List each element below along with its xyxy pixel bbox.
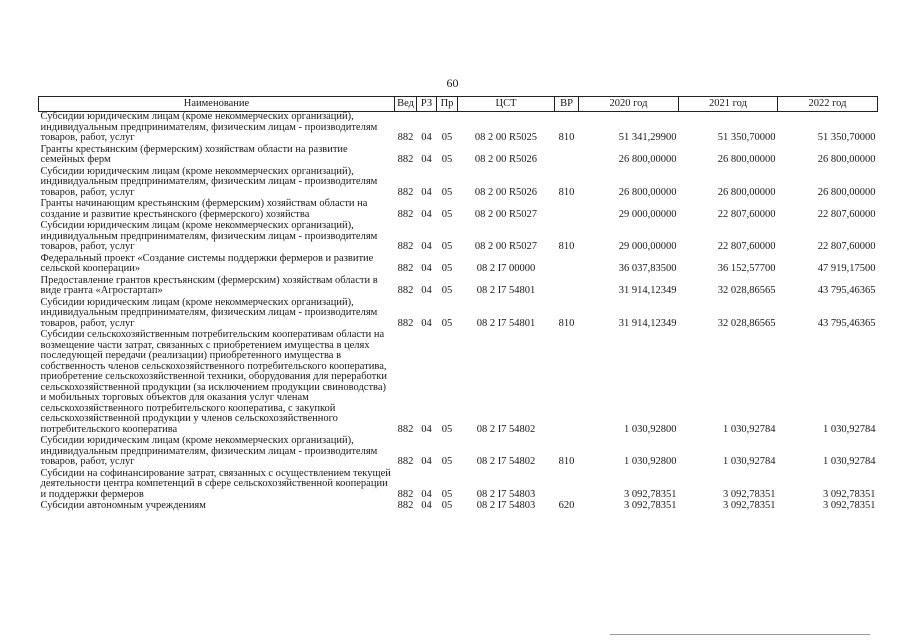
row-2022: 1 030,92784	[823, 456, 876, 467]
row-rz: 04	[421, 208, 432, 220]
row-cst: 08 2 00 R5027	[474, 241, 538, 252]
table-row	[39, 298, 878, 331]
table-row	[39, 276, 878, 298]
row-2021: 22 807,60000	[717, 208, 776, 220]
row-2020: 26 800,00000	[618, 186, 677, 198]
row-vr: 810	[558, 456, 575, 467]
row-2022: 1 030,92784	[823, 423, 876, 435]
row-cst: 08 2 00 R5026	[474, 154, 538, 165]
row-vr: 810	[558, 317, 575, 329]
row-name: Предоставление грантов крестьянским (фермерским) хозяйствам области в виде гранта «Агростартап»	[40, 274, 378, 296]
row-rz: 04	[421, 488, 432, 500]
row-vr	[555, 254, 579, 276]
row-2021: 1 030,92784	[723, 423, 776, 435]
row-2022: 3 092,78351	[823, 488, 876, 500]
row-pr: 05	[441, 208, 453, 220]
row-pr: 05	[441, 263, 453, 274]
row-2022: 47 919,17500	[817, 263, 876, 274]
row-vr: 810	[558, 241, 575, 252]
header-rz: РЗ	[417, 97, 437, 112]
row-ved: 882	[397, 488, 414, 500]
row-pr: 05	[441, 186, 453, 198]
row-pr: 05	[441, 317, 453, 329]
row-2022: 26 800,00000	[817, 186, 876, 198]
scan-artifact-line	[610, 634, 870, 635]
row-2021: 32 028,86565	[717, 285, 776, 296]
page-number: 60	[446, 76, 459, 90]
budget-table	[38, 96, 878, 513]
table-row	[39, 167, 878, 200]
row-2022: 3 092,78351	[823, 500, 876, 511]
table-row	[39, 436, 878, 469]
row-rz: 04	[421, 154, 432, 165]
row-rz: 04	[421, 317, 432, 329]
row-ved: 882	[397, 317, 414, 329]
row-rz: 04	[421, 241, 432, 252]
row-2022: 22 807,60000	[817, 208, 876, 220]
row-2021: 51 350,70000	[717, 132, 776, 143]
table-row	[39, 221, 878, 254]
row-cst: 08 2 I7 00000	[476, 263, 536, 274]
row-ved: 882	[397, 423, 414, 435]
row-2020: 26 800,00000	[618, 154, 677, 165]
row-2020: 1 030,92800	[624, 456, 677, 467]
row-vr	[555, 145, 579, 167]
row-rz: 04	[421, 456, 432, 467]
row-vr: 810	[558, 132, 575, 143]
row-vr: 810	[558, 186, 575, 198]
row-pr: 05	[441, 154, 453, 165]
row-rz: 04	[421, 132, 432, 143]
row-cst: 08 2 I7 54803	[476, 500, 536, 511]
table-row	[39, 112, 878, 145]
table-row	[39, 330, 878, 436]
row-2022: 22 807,60000	[817, 241, 876, 252]
row-vr	[555, 469, 579, 502]
header-2020: 2020 год	[579, 97, 679, 112]
row-cst: 08 2 I7 54802	[476, 456, 536, 467]
row-2022: 26 800,00000	[817, 154, 876, 165]
row-name: Субсидии юридическим лицам (кроме некоммерческих организаций), индивидуальным предпринимателям, физическим лицам - производителям товаров, работ, услуг	[40, 220, 378, 252]
table-row	[39, 145, 878, 167]
row-2020: 3 092,78351	[624, 500, 677, 511]
table-row	[39, 469, 878, 502]
row-rz: 04	[421, 285, 432, 296]
row-vr	[555, 276, 579, 298]
row-2021: 22 807,60000	[717, 241, 776, 252]
row-2020: 29 000,00000	[618, 241, 677, 252]
row-pr: 05	[441, 488, 453, 500]
row-cst: 08 2 00 R5025	[474, 132, 538, 143]
row-name: Гранты крестьянским (фермерским) хозяйствам области на развитие семейных ферм	[40, 143, 348, 165]
header-pr: Пр	[437, 97, 458, 112]
row-vr	[555, 330, 579, 436]
row-name: Субсидии юридическим лицам (кроме некоммерческих организаций), индивидуальным предпринимателям, физическим лицам - производителям товаров, работ, услуг	[40, 435, 378, 467]
row-2021: 32 028,86565	[717, 317, 776, 329]
row-rz: 04	[421, 500, 432, 511]
row-name: Субсидии на софинансирование затрат, связанных с осуществлением текущей деятельности центра компетенций в сфере сельскохозяйственной кооперации и поддержки фермеров	[40, 467, 391, 500]
row-2021: 26 800,00000	[717, 154, 776, 165]
row-ved: 882	[397, 285, 414, 296]
row-2022: 51 350,70000	[817, 132, 876, 143]
row-cst: 08 2 00 R5026	[474, 186, 538, 198]
row-2021: 1 030,92784	[723, 456, 776, 467]
row-ved: 882	[397, 186, 414, 198]
header-ved: Вед	[395, 97, 417, 112]
row-ved: 882	[397, 263, 414, 274]
header-vr: ВР	[555, 97, 579, 112]
row-ved: 882	[397, 154, 414, 165]
row-2021: 3 092,78351	[723, 488, 776, 500]
row-pr: 05	[441, 456, 453, 467]
row-2020: 31 914,12349	[618, 285, 677, 296]
row-rz: 04	[421, 423, 432, 435]
row-cst: 08 2 I7 54803	[476, 488, 536, 500]
header-2022: 2022 год	[778, 97, 878, 112]
row-2020: 36 037,83500	[618, 263, 677, 274]
table-row	[39, 501, 878, 513]
row-cst: 08 2 I7 54801	[476, 317, 536, 329]
row-name: Субсидии юридическим лицам (кроме некоммерческих организаций), индивидуальным предпринимателям, физическим лицам - производителям товаров, работ, услуг	[40, 296, 378, 329]
row-cst: 08 2 00 R5027	[474, 208, 538, 220]
row-2020: 31 914,12349	[618, 317, 677, 329]
row-ved: 882	[397, 132, 414, 143]
header-cst: ЦСТ	[458, 97, 555, 112]
table-row	[39, 254, 878, 276]
row-pr: 05	[441, 132, 453, 143]
row-2021: 36 152,57700	[717, 263, 776, 274]
row-2020: 1 030,92800	[624, 423, 677, 435]
row-name: Гранты начинающим крестьянским (фермерским) хозяйствам области на создание и развитие крестьянского (фермерского) хозяйства	[40, 198, 368, 220]
row-name: Субсидии юридическим лицам (кроме некоммерческих организаций), индивидуальным предпринимателям, физическим лицам - производителям товаров, работ, услуг	[40, 165, 378, 198]
row-name: Субсидии сельскохозяйственным потребительским кооперативам области на возмещение части затрат, связанных с приобретением имущества в целях последующей передачи (реализации) приобретенного имущества в собственность членов сельскохозяйственного потребительского кооператива, приобретение сельскохозяйственной техники, оборудования для переработки сельскохозяйственной продукции (за исключением продукции свиноводства) и мобильных торговых объектов для оказания услуг членам сельскохозяйственного потребительского кооператива, с закупкой сельскохозяйственной продукции у членов сельскохозяйственного потребительского кооператива	[40, 329, 387, 435]
row-ved: 882	[397, 456, 414, 467]
row-name: Федеральный проект «Создание системы поддержки фермеров и развитие сельской кооперации»	[40, 252, 374, 274]
row-vr: 620	[558, 500, 575, 511]
row-pr: 05	[441, 285, 453, 296]
row-cst: 08 2 I7 54802	[476, 423, 536, 435]
row-pr: 05	[441, 500, 453, 511]
row-2022: 43 795,46365	[817, 285, 876, 296]
row-rz: 04	[421, 263, 432, 274]
row-vr	[555, 199, 579, 221]
table-header-row	[39, 97, 878, 112]
row-name: Субсидии юридическим лицам (кроме некоммерческих организаций), индивидуальным предпринимателям, физическим лицам - производителям товаров, работ, услуг	[40, 111, 378, 143]
row-2020: 51 341,29900	[618, 132, 677, 143]
row-name: Субсидии автономным учреждениям	[40, 500, 206, 511]
row-2020: 3 092,78351	[624, 488, 677, 500]
header-name: Наименование	[39, 97, 395, 112]
row-ved: 882	[397, 500, 414, 511]
row-ved: 882	[397, 208, 414, 220]
row-2022: 43 795,46365	[817, 317, 876, 329]
table-row	[39, 199, 878, 221]
row-ved: 882	[397, 241, 414, 252]
row-pr: 05	[441, 423, 453, 435]
row-2021: 26 800,00000	[717, 186, 776, 198]
header-2021: 2021 год	[679, 97, 778, 112]
row-rz: 04	[421, 186, 432, 198]
row-2021: 3 092,78351	[723, 500, 776, 511]
row-2020: 29 000,00000	[618, 208, 677, 220]
row-pr: 05	[441, 241, 453, 252]
row-cst: 08 2 I7 54801	[476, 285, 536, 296]
